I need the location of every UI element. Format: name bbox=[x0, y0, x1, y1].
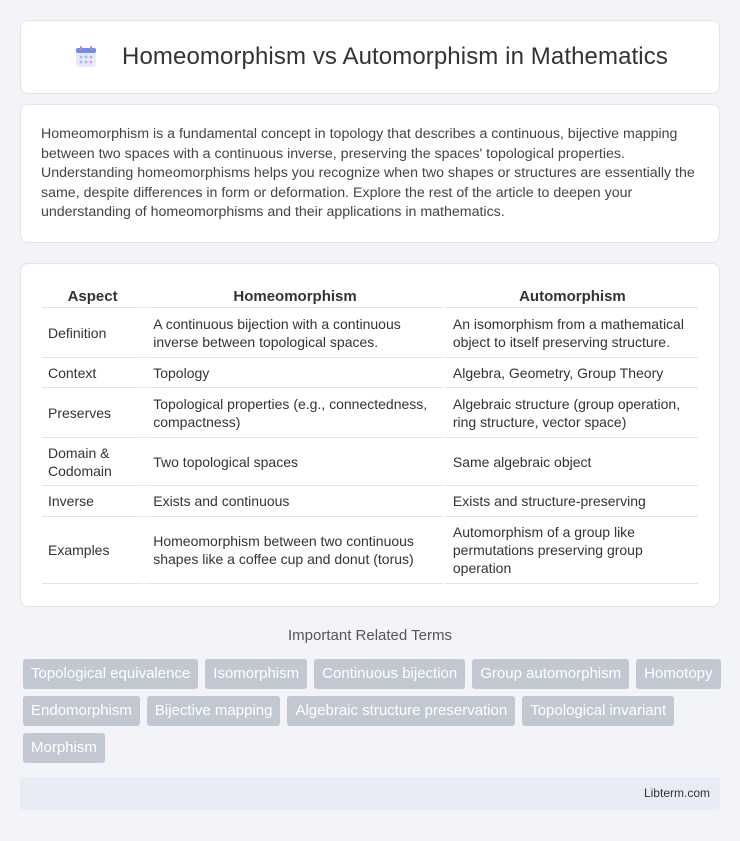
table-cell: Topology bbox=[143, 358, 443, 388]
header-aspect: Aspect bbox=[42, 284, 143, 308]
page-title: Homeomorphism vs Automorphism in Mathematics bbox=[122, 43, 668, 70]
table-cell: Same algebraic object bbox=[443, 438, 698, 486]
table-cell: Exists and structure-preserving bbox=[443, 486, 698, 517]
comparison-table bbox=[42, 284, 698, 584]
related-term-tag[interactable]: Continuous bijection bbox=[314, 659, 465, 689]
header-card bbox=[20, 20, 720, 94]
related-term-tag[interactable]: Isomorphism bbox=[205, 659, 307, 689]
table-row bbox=[42, 438, 698, 486]
table-header-row bbox=[42, 284, 698, 308]
related-term-tag[interactable]: Homotopy bbox=[636, 659, 720, 689]
table-row bbox=[42, 308, 698, 358]
table-cell: An isomorphism from a mathematical object to itself preserving structure. bbox=[443, 308, 698, 358]
comparison-table-card bbox=[20, 263, 720, 607]
table-cell: A continuous bijection with a continuous inverse between topological spaces. bbox=[143, 308, 443, 358]
table-cell: Two topological spaces bbox=[143, 438, 443, 486]
header-automorphism: Automorphism bbox=[443, 284, 698, 308]
footer-source-link[interactable]: Libterm.com bbox=[643, 786, 710, 800]
footer bbox=[20, 777, 720, 810]
table-row bbox=[42, 358, 698, 388]
table-cell: Algebraic structure (group operation, ring structure, vector space) bbox=[443, 388, 698, 438]
related-terms-title: Important Related Terms bbox=[288, 627, 452, 644]
intro-paragraph: Homeomorphism is a fundamental concept in topology that describes a continuous, bijective mapping between two spaces with a continuous inverse, preserving the spaces' topological properties. Understanding homeomorphisms helps you recognize when two shapes or structures are essentially the same, despite differences in form or deformation. Explore the rest of the article to deepen your understanding of homeomorphisms and their applications in mathematics. bbox=[41, 126, 695, 221]
table-cell: Definition bbox=[42, 308, 143, 358]
table-cell: Exists and continuous bbox=[143, 486, 443, 517]
related-term-tag[interactable]: Morphism bbox=[23, 733, 105, 763]
table-cell: Algebra, Geometry, Group Theory bbox=[443, 358, 698, 388]
related-term-tag[interactable]: Topological invariant bbox=[522, 696, 674, 726]
table-cell: Topological properties (e.g., connectedness, compactness) bbox=[143, 388, 443, 438]
related-terms-list bbox=[23, 659, 723, 763]
related-term-tag[interactable]: Topological equivalence bbox=[23, 659, 198, 689]
table-cell: Preserves bbox=[42, 388, 143, 438]
related-term-tag[interactable]: Endomorphism bbox=[23, 696, 140, 726]
table-cell: Automorphism of a group like permutations preserving group operation bbox=[443, 517, 698, 584]
related-term-tag[interactable]: Group automorphism bbox=[472, 659, 629, 689]
related-term-tag[interactable]: Algebraic structure preservation bbox=[287, 696, 515, 726]
table-row bbox=[42, 388, 698, 438]
table-cell: Examples bbox=[42, 517, 143, 584]
table-row bbox=[42, 517, 698, 584]
table-cell: Inverse bbox=[42, 486, 143, 517]
table-cell: Homeomorphism between two continuous shapes like a coffee cup and donut (torus) bbox=[143, 517, 443, 584]
header-homeomorphism: Homeomorphism bbox=[143, 284, 443, 308]
intro-card bbox=[20, 104, 720, 243]
table-row bbox=[42, 486, 698, 517]
calendar-grid-icon bbox=[72, 43, 100, 71]
table-cell: Domain & Codomain bbox=[42, 438, 143, 486]
related-term-tag[interactable]: Bijective mapping bbox=[147, 696, 281, 726]
table-cell: Context bbox=[42, 358, 143, 388]
